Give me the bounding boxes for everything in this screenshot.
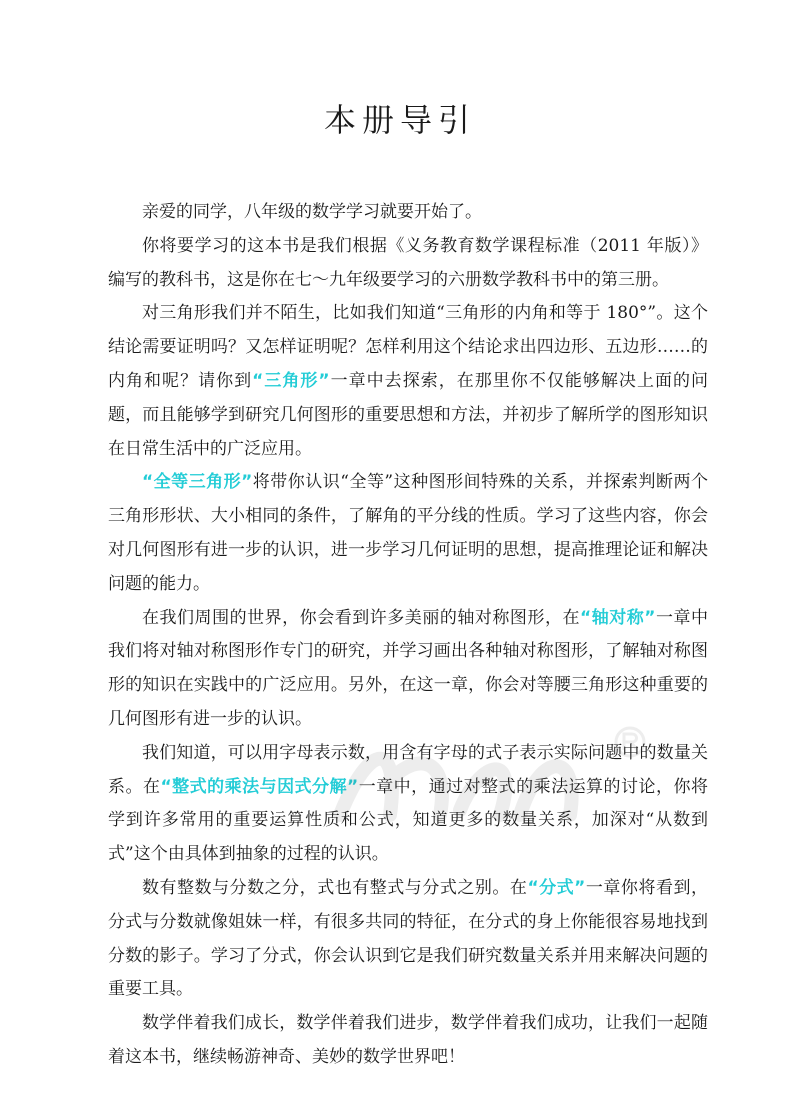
page-title: 本册导引 (323, 101, 476, 139)
paragraph-fractions (108, 872, 708, 1007)
paragraph-book-intro: 你将要学习的这本书是我们根据《义务教育数学课程标准（2011 年版）》编写的教科书，这是你在七～九年级要学习的六册数学教科书中的第三册。 (108, 235, 708, 290)
intro-body (108, 196, 708, 1075)
chapter-name-polynomials: “整式的乘法与因式分解” (160, 776, 359, 797)
paragraph-text: 一章中我们将对轴对称图形作专门的研究，并学习画出各种轴对称图形，了解轴对称图形的知识在实践中的广泛应用。另外，在这一章，你会对等腰三角形这种重要的几何图形有进一步的认识。 (108, 607, 708, 729)
paragraph-text: 一章你将看到，分式与分数就像姐妹一样，有很多共同的特征，在分式的身上你能很容易地找到分数的影子。学习了分式，你会认识到它是我们研究数量关系并用来解决问题的重要工具。 (108, 877, 708, 1000)
paragraph-greeting: 亲爱的同学，八年级的数学学习就要开始了。 (142, 202, 482, 222)
paragraph-text: 数有整数与分数之分，式也有整式与分式之别。在 (142, 877, 528, 898)
chapter-name-triangles: “三角形” (252, 370, 330, 391)
paragraph-congruent-triangles (108, 466, 708, 601)
chapter-name-congruent-triangles: “全等三角形” (142, 472, 253, 493)
paragraph-text: 一章中，通过对整式的乘法运算的讨论，你将学到许多常用的重要运算性质和公式，知道更多的数量关系，加深对“从数到式”这个由具体到抽象的过程的认识。 (108, 776, 708, 865)
paragraph-polynomials (108, 737, 708, 872)
paragraph-axial-symmetry (108, 602, 708, 737)
paragraph-closing: 数学伴着我们成长，数学伴着我们进步，数学伴着我们成功，让我们一起随着这本书，继续畅游神奇、美妙的数学世界吧！ (108, 1013, 708, 1067)
chapter-name-axial-symmetry: “轴对称” (580, 607, 656, 628)
paragraph-triangles (108, 297, 708, 466)
paragraph-text: 一章中去探索，在那里你不仅能够解决上面的问题，而且能够学到研究几何图形的重要思想和方法，并初步了解所学的图形知识在日常生活中的广泛应用。 (108, 370, 709, 459)
paragraph-text: 将带你认识“全等”这种图形间特殊的关系，并探索判断两个三角形形状、大小相同的条件，了解角的平分线的性质。学习了这些内容，你会对几何图形有进一步的认识，进一步学习几何证明的思想，提高推理论证和解决问题的能力。 (108, 472, 708, 594)
paragraph-text: 在我们周围的世界，你会看到许多美丽的轴对称图形，在 (142, 607, 580, 628)
paragraph-text: 对三角形我们并不陌生，比如我们知道“三角形的内角和等于 180°”。这个结论需要证明吗？又怎样证明呢？怎样利用这个结论求出四边形、五边形……的内角和呢？请你到 (108, 303, 708, 391)
chapter-name-fractions: “分式” (527, 877, 586, 898)
paragraph-text: 我们知道，可以用字母表示数，用含有字母的式子表示实际问题中的数量关系。在 (108, 742, 708, 797)
